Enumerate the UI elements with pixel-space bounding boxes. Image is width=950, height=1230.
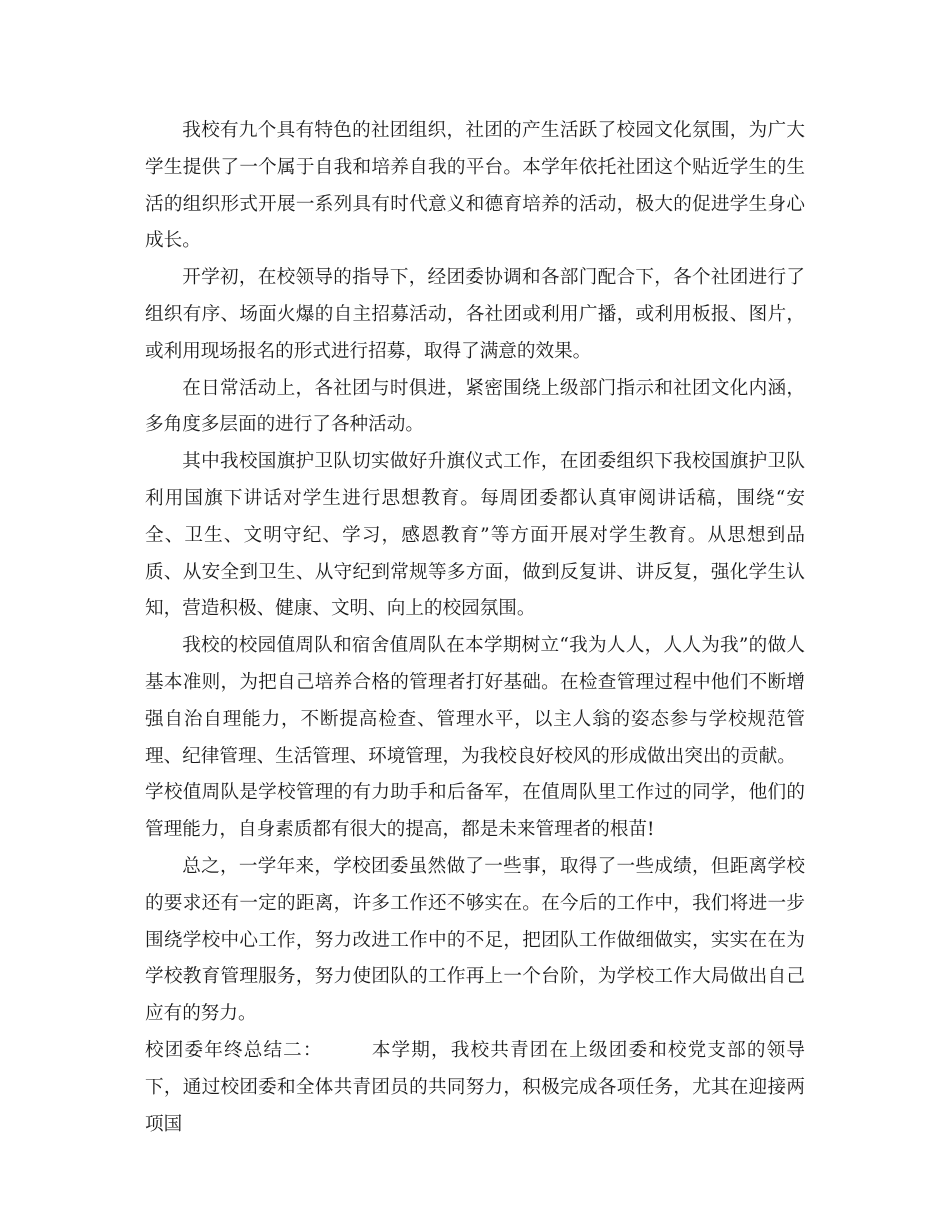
section-two-block <box>145 1033 805 1143</box>
paragraph-daily-activities: 在日常活动上，各社团与时俱进，紧密围绕上级部门指示和社团文化内涵，多角度多层面的进行了各种活动。 <box>145 377 805 436</box>
paragraph-duty-team: 我校的校园值周队和宿舍值周队在本学期树立“我为人人，人人为我”的做人基本准则，为把自己培养合格的管理者打好基础。在检查管理过程中他们不断增强自治自理能力，不断提高检查、管理水平，以主人翁的姿态参与学校规范管理、纪律管理、生活管理、环境管理，为我校良好校风的形成做出突出的贡献。 <box>145 635 805 767</box>
paragraph-flag-guard: 其中我校国旗护卫队切实做好升旗仪式工作，在团委组织下我校国旗护卫队利用国旗下讲话对学生进行思想教育。每周团委都认真审阅讲话稿，围绕“安全、卫生、文明守纪、学习，感恩教育”等方面开展对学生教育。从思想到品质、从安全到卫生、从守纪到常规等多方面，做到反复讲、讲反复，强化学生认知，营造积极、健康、文明、向上的校园氛围。 <box>145 451 805 620</box>
section-heading: 校团委年终总结二： <box>145 1039 323 1061</box>
document-body <box>145 113 805 1143</box>
paragraph-recruitment: 开学初，在校领导的指导下，经团委协调和各部门配合下，各个社团进行了组织有序、场面火爆的自主招募活动，各社团或利用广播，或利用板报、图片，或利用现场报名的形式进行招募，取得了满意的效果。 <box>145 267 805 362</box>
paragraph-duty-team-continued: 学校值周队是学校管理的有力助手和后备军，在值周队里工作过的同学，他们的管理能力，自身素质都有很大的提高，都是未来管理者的根苗! <box>145 782 805 841</box>
section-intro-text: 本学期，我校共青团在上级团委和校党支部的领导下，通过校团委和全体共青团员的共同努力，积极完成各项任务，尤其在迎接两项国 <box>145 1039 805 1135</box>
paragraph-clubs-intro: 我校有九个具有特色的社团组织，社团的产生活跃了校园文化氛围，为广大学生提供了一个属于自我和培养自我的平台。本学年依托社团这个贴近学生的生活的组织形式开展一系列具有时代意义和德育培养的活动，极大的促进学生身心成长。 <box>145 120 805 252</box>
paragraph-summary: 总之，一学年来，学校团委虽然做了一些事，取得了一些成绩，但距离学校的要求还有一定的距离，许多工作还不够实在。在今后的工作中，我们将进一步围绕学校中心工作，努力改进工作中的不足，把团队工作做细做实，实实在在为学校教育管理服务，努力使团队的工作再上一个台阶，为学校工作大局做出自己应有的努力。 <box>145 855 805 1025</box>
